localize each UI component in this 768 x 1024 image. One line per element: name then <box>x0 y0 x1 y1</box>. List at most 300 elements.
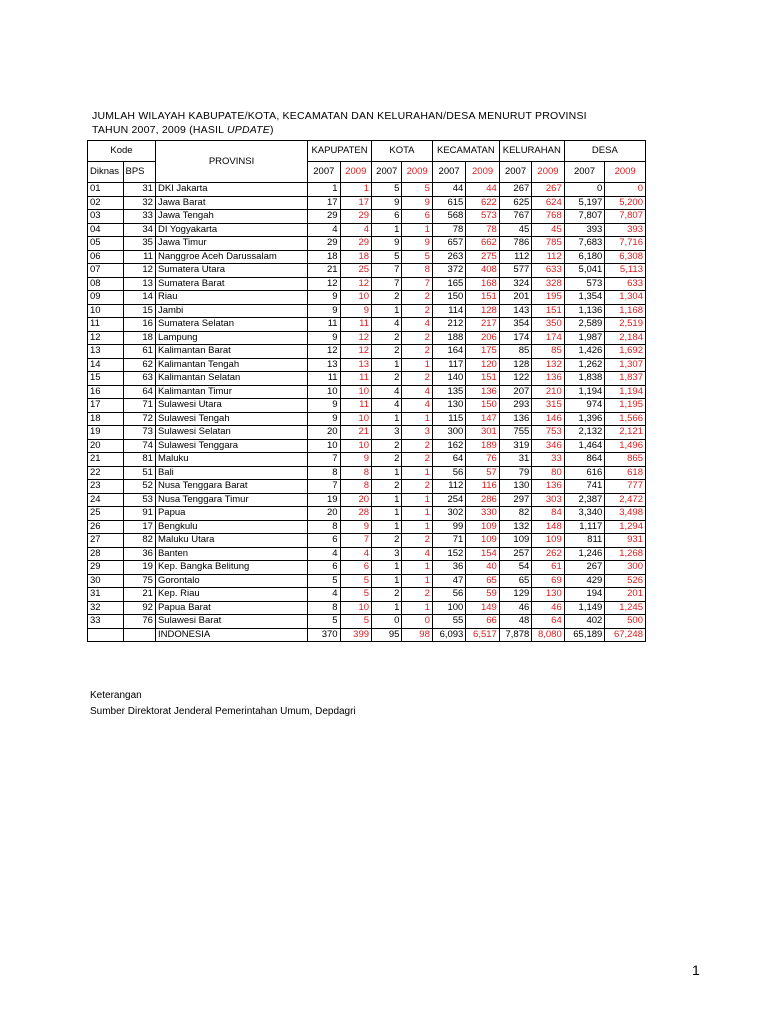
cell-kota-2009: 7 <box>402 277 432 291</box>
cell-diknas: 02 <box>88 196 124 210</box>
cell-desa-2007: 864 <box>564 453 605 467</box>
cell-kota-2007: 2 <box>372 291 402 305</box>
cell-desa-2009: 7,716 <box>605 237 646 251</box>
table-row <box>88 372 646 386</box>
header-kel-2009: 2009 <box>532 162 564 183</box>
cell-provinsi: Kalimantan Tengah <box>155 358 307 372</box>
cell-kab-2007: 370 <box>308 628 340 642</box>
cell-provinsi: Papua Barat <box>155 601 307 615</box>
cell-kota-2009: 2 <box>402 588 432 602</box>
cell-diknas: 20 <box>88 439 124 453</box>
cell-diknas: 03 <box>88 210 124 224</box>
cell-kota-2009: 1 <box>402 507 432 521</box>
cell-kab-2009: 12 <box>340 331 371 345</box>
cell-kel-2009: 315 <box>532 399 564 413</box>
cell-kel-2009: 262 <box>532 547 564 561</box>
header-kode: Kode <box>88 141 156 162</box>
cell-diknas: 11 <box>88 318 124 332</box>
cell-kab-2007: 29 <box>308 210 340 224</box>
cell-desa-2007: 0 <box>564 183 605 197</box>
cell-kel-2009: 69 <box>532 574 564 588</box>
cell-kab-2009: 9 <box>340 520 371 534</box>
cell-kec-2009: 175 <box>466 345 499 359</box>
cell-kel-2007: 755 <box>499 426 531 440</box>
cell-kota-2007: 5 <box>372 183 402 197</box>
cell-kab-2009: 29 <box>340 237 371 251</box>
cell-kec-2007: 302 <box>432 507 465 521</box>
cell-kota-2009: 8 <box>402 264 432 278</box>
cell-kec-2009: 573 <box>466 210 499 224</box>
cell-desa-2009: 633 <box>605 277 646 291</box>
cell-kec-2007: 152 <box>432 547 465 561</box>
table-row <box>88 507 646 521</box>
cell-bps: 51 <box>123 466 155 480</box>
cell-kec-2009: 217 <box>466 318 499 332</box>
table-row <box>88 210 646 224</box>
cell-kab-2009: 7 <box>340 534 371 548</box>
cell-bps: 32 <box>123 196 155 210</box>
cell-kab-2009: 5 <box>340 615 371 629</box>
cell-diknas: 22 <box>88 466 124 480</box>
cell-desa-2007: 65,189 <box>564 628 605 642</box>
cell-kel-2007: 297 <box>499 493 531 507</box>
cell-kab-2007: 17 <box>308 196 340 210</box>
cell-kota-2009: 2 <box>402 534 432 548</box>
cell-kab-2007: 11 <box>308 318 340 332</box>
table-row <box>88 358 646 372</box>
cell-kab-2009: 1 <box>340 183 371 197</box>
cell-kota-2009: 1 <box>402 601 432 615</box>
cell-desa-2009: 2,519 <box>605 318 646 332</box>
cell-kec-2007: 140 <box>432 372 465 386</box>
cell-bps: 52 <box>123 480 155 494</box>
cell-kota-2007: 2 <box>372 453 402 467</box>
cell-kec-2007: 55 <box>432 615 465 629</box>
cell-desa-2007: 2,387 <box>564 493 605 507</box>
cell-kota-2009: 1 <box>402 358 432 372</box>
cell-kota-2007: 2 <box>372 480 402 494</box>
table-row <box>88 588 646 602</box>
cell-desa-2007: 741 <box>564 480 605 494</box>
cell-bps: 81 <box>123 453 155 467</box>
cell-kota-2009: 9 <box>402 237 432 251</box>
cell-diknas: 06 <box>88 250 124 264</box>
cell-kab-2007: 20 <box>308 426 340 440</box>
cell-desa-2009: 1,194 <box>605 385 646 399</box>
cell-desa-2009: 2,121 <box>605 426 646 440</box>
cell-kec-2009: 78 <box>466 223 499 237</box>
cell-provinsi: Papua <box>155 507 307 521</box>
cell-kel-2007: 82 <box>499 507 531 521</box>
header-kota-2007: 2007 <box>372 162 402 183</box>
cell-provinsi: DI Yogyakarta <box>155 223 307 237</box>
cell-desa-2007: 1,117 <box>564 520 605 534</box>
cell-kel-2009: 148 <box>532 520 564 534</box>
cell-kota-2007: 2 <box>372 345 402 359</box>
cell-provinsi: Nusa Tenggara Timur <box>155 493 307 507</box>
cell-kota-2007: 95 <box>372 628 402 642</box>
cell-kec-2007: 36 <box>432 561 465 575</box>
cell-provinsi: Sulawesi Barat <box>155 615 307 629</box>
cell-kota-2007: 2 <box>372 588 402 602</box>
cell-provinsi: Jambi <box>155 304 307 318</box>
cell-bps: 12 <box>123 264 155 278</box>
cell-provinsi: Sumatera Utara <box>155 264 307 278</box>
cell-kel-2007: 324 <box>499 277 531 291</box>
cell-desa-2009: 6,308 <box>605 250 646 264</box>
cell-kota-2007: 3 <box>372 426 402 440</box>
cell-kab-2007: 7 <box>308 453 340 467</box>
cell-desa-2007: 1,426 <box>564 345 605 359</box>
cell-kel-2009: 151 <box>532 304 564 318</box>
cell-kota-2007: 1 <box>372 601 402 615</box>
table-row <box>88 480 646 494</box>
cell-bps: 82 <box>123 534 155 548</box>
cell-kab-2007: 4 <box>308 588 340 602</box>
header-row-1 <box>88 141 646 162</box>
table-row <box>88 331 646 345</box>
cell-desa-2007: 1,987 <box>564 331 605 345</box>
cell-kab-2009: 10 <box>340 439 371 453</box>
region-count-table <box>87 140 646 642</box>
cell-bps: 53 <box>123 493 155 507</box>
cell-kota-2009: 2 <box>402 304 432 318</box>
cell-diknas: 08 <box>88 277 124 291</box>
cell-kab-2007: 9 <box>308 331 340 345</box>
cell-kel-2009: 768 <box>532 210 564 224</box>
cell-kab-2009: 5 <box>340 588 371 602</box>
cell-desa-2007: 5,197 <box>564 196 605 210</box>
cell-kec-2007: 263 <box>432 250 465 264</box>
cell-bps: 13 <box>123 277 155 291</box>
cell-provinsi: Sumatera Barat <box>155 277 307 291</box>
cell-diknas: 24 <box>88 493 124 507</box>
cell-kel-2007: 54 <box>499 561 531 575</box>
cell-kec-2007: 78 <box>432 223 465 237</box>
cell-kel-2009: 64 <box>532 615 564 629</box>
table-row <box>88 615 646 629</box>
cell-kec-2009: 275 <box>466 250 499 264</box>
cell-kota-2009: 4 <box>402 547 432 561</box>
table-row <box>88 318 646 332</box>
cell-kab-2009: 29 <box>340 210 371 224</box>
cell-diknas: 21 <box>88 453 124 467</box>
header-kab-2009: 2009 <box>340 162 371 183</box>
subtitle-suffix: ) <box>269 124 274 136</box>
cell-provinsi: Bali <box>155 466 307 480</box>
cell-kab-2009: 5 <box>340 574 371 588</box>
cell-kab-2007: 9 <box>308 304 340 318</box>
header-kel-2007: 2007 <box>499 162 531 183</box>
cell-kota-2009: 2 <box>402 331 432 345</box>
cell-desa-2007: 1,396 <box>564 412 605 426</box>
cell-kec-2009: 109 <box>466 534 499 548</box>
cell-bps: 74 <box>123 439 155 453</box>
table-row <box>88 223 646 237</box>
cell-kel-2007: 767 <box>499 210 531 224</box>
cell-desa-2009: 201 <box>605 588 646 602</box>
cell-kec-2007: 112 <box>432 480 465 494</box>
cell-kec-2009: 189 <box>466 439 499 453</box>
cell-kel-2007: 293 <box>499 399 531 413</box>
cell-kec-2007: 372 <box>432 264 465 278</box>
cell-kab-2009: 12 <box>340 345 371 359</box>
cell-kota-2007: 1 <box>372 304 402 318</box>
cell-bps: 76 <box>123 615 155 629</box>
total-row <box>88 628 646 642</box>
header-desa: DESA <box>564 141 645 162</box>
cell-kec-2009: 330 <box>466 507 499 521</box>
table-body <box>88 183 646 642</box>
cell-kec-2007: 115 <box>432 412 465 426</box>
cell-provinsi: Kalimantan Timur <box>155 385 307 399</box>
header-kab-2007: 2007 <box>308 162 340 183</box>
cell-kel-2009: 109 <box>532 534 564 548</box>
cell-kab-2009: 10 <box>340 412 371 426</box>
cell-provinsi: Lampung <box>155 331 307 345</box>
header-kecamatan: KECAMATAN <box>432 141 499 162</box>
cell-diknas: 19 <box>88 426 124 440</box>
cell-provinsi: Riau <box>155 291 307 305</box>
cell-provinsi: Sumatera Selatan <box>155 318 307 332</box>
cell-desa-2009: 526 <box>605 574 646 588</box>
table-row <box>88 426 646 440</box>
cell-kel-2009: 112 <box>532 250 564 264</box>
cell-desa-2007: 7,683 <box>564 237 605 251</box>
cell-kota-2009: 1 <box>402 493 432 507</box>
cell-bps: 75 <box>123 574 155 588</box>
cell-diknas: 07 <box>88 264 124 278</box>
cell-provinsi: Jawa Barat <box>155 196 307 210</box>
cell-kel-2007: 136 <box>499 412 531 426</box>
cell-diknas: 09 <box>88 291 124 305</box>
cell-kel-2009: 174 <box>532 331 564 345</box>
cell-kab-2009: 11 <box>340 399 371 413</box>
cell-kota-2007: 4 <box>372 318 402 332</box>
cell-kota-2009: 5 <box>402 183 432 197</box>
source-note: Sumber Direktorat Jenderal Pemerintahan Umum, Depdagri <box>90 706 356 717</box>
header-bps: BPS <box>123 162 155 183</box>
cell-kel-2009: 61 <box>532 561 564 575</box>
cell-kab-2007: 10 <box>308 385 340 399</box>
cell-kab-2007: 29 <box>308 237 340 251</box>
cell-kec-2007: 47 <box>432 574 465 588</box>
table-row <box>88 345 646 359</box>
cell-kota-2009: 2 <box>402 480 432 494</box>
cell-kab-2007: 9 <box>308 412 340 426</box>
cell-kel-2009: 350 <box>532 318 564 332</box>
cell-kel-2009: 267 <box>532 183 564 197</box>
cell-kota-2009: 5 <box>402 250 432 264</box>
cell-desa-2007: 1,838 <box>564 372 605 386</box>
cell-kec-2007: 150 <box>432 291 465 305</box>
cell-provinsi: Banten <box>155 547 307 561</box>
cell-desa-2007: 3,340 <box>564 507 605 521</box>
cell-bps: 91 <box>123 507 155 521</box>
cell-desa-2007: 6,180 <box>564 250 605 264</box>
cell-kel-2009: 8,080 <box>532 628 564 642</box>
cell-bps: 71 <box>123 399 155 413</box>
cell-provinsi: Kep. Bangka Belitung <box>155 561 307 575</box>
header-kec-2007: 2007 <box>432 162 465 183</box>
cell-desa-2007: 573 <box>564 277 605 291</box>
cell-kel-2009: 136 <box>532 372 564 386</box>
table-row <box>88 412 646 426</box>
cell-kota-2007: 7 <box>372 264 402 278</box>
cell-bps: 16 <box>123 318 155 332</box>
cell-desa-2007: 194 <box>564 588 605 602</box>
cell-kec-2007: 56 <box>432 466 465 480</box>
cell-kota-2007: 9 <box>372 196 402 210</box>
cell-kec-2009: 662 <box>466 237 499 251</box>
cell-kec-2009: 66 <box>466 615 499 629</box>
cell-desa-2009: 1,268 <box>605 547 646 561</box>
cell-diknas: 01 <box>88 183 124 197</box>
cell-desa-2007: 1,464 <box>564 439 605 453</box>
cell-kel-2007: 129 <box>499 588 531 602</box>
cell-diknas: 10 <box>88 304 124 318</box>
cell-kec-2009: 57 <box>466 466 499 480</box>
cell-kel-2009: 85 <box>532 345 564 359</box>
cell-kab-2007: 12 <box>308 277 340 291</box>
cell-kec-2007: 130 <box>432 399 465 413</box>
cell-kec-2009: 128 <box>466 304 499 318</box>
cell-kab-2009: 17 <box>340 196 371 210</box>
cell-kab-2007: 1 <box>308 183 340 197</box>
cell-kec-2007: 114 <box>432 304 465 318</box>
cell-kab-2009: 20 <box>340 493 371 507</box>
cell-desa-2007: 267 <box>564 561 605 575</box>
cell-desa-2009: 1,245 <box>605 601 646 615</box>
cell-diknas: 16 <box>88 385 124 399</box>
cell-kota-2007: 4 <box>372 399 402 413</box>
cell-diknas: 04 <box>88 223 124 237</box>
cell-bps: 19 <box>123 561 155 575</box>
cell-desa-2009: 5,200 <box>605 196 646 210</box>
cell-desa-2009: 1,304 <box>605 291 646 305</box>
table-row <box>88 304 646 318</box>
cell-bps: 15 <box>123 304 155 318</box>
cell-kab-2009: 4 <box>340 223 371 237</box>
cell-kec-2009: 109 <box>466 520 499 534</box>
cell-kota-2009: 1 <box>402 574 432 588</box>
cell-kab-2009: 13 <box>340 358 371 372</box>
cell-kota-2009: 1 <box>402 561 432 575</box>
cell-kec-2009: 206 <box>466 331 499 345</box>
cell-kec-2007: 56 <box>432 588 465 602</box>
cell-provinsi: Kep. Riau <box>155 588 307 602</box>
cell-diknas: 30 <box>88 574 124 588</box>
cell-provinsi: Gorontalo <box>155 574 307 588</box>
cell-kel-2009: 633 <box>532 264 564 278</box>
cell-desa-2009: 2,184 <box>605 331 646 345</box>
cell-kab-2009: 10 <box>340 385 371 399</box>
cell-kab-2007: 8 <box>308 466 340 480</box>
cell-desa-2007: 393 <box>564 223 605 237</box>
cell-kota-2007: 1 <box>372 561 402 575</box>
table-row <box>88 547 646 561</box>
cell-bps: 62 <box>123 358 155 372</box>
cell-kota-2007: 3 <box>372 547 402 561</box>
table-row <box>88 183 646 197</box>
cell-kel-2009: 45 <box>532 223 564 237</box>
subtitle-prefix: TAHUN 2007, 2009 (HASIL <box>92 124 227 136</box>
header-diknas: Diknas <box>88 162 124 183</box>
cell-bps: 72 <box>123 412 155 426</box>
cell-kab-2009: 28 <box>340 507 371 521</box>
cell-diknas <box>88 628 124 642</box>
cell-bps: 34 <box>123 223 155 237</box>
cell-kec-2009: 168 <box>466 277 499 291</box>
cell-kab-2007: 7 <box>308 480 340 494</box>
cell-provinsi: Nusa Tenggara Barat <box>155 480 307 494</box>
cell-kota-2007: 1 <box>372 507 402 521</box>
table-row <box>88 466 646 480</box>
cell-kota-2009: 1 <box>402 223 432 237</box>
cell-desa-2009: 2,472 <box>605 493 646 507</box>
cell-bps: 63 <box>123 372 155 386</box>
cell-desa-2007: 1,149 <box>564 601 605 615</box>
cell-kel-2007: 122 <box>499 372 531 386</box>
cell-desa-2009: 67,248 <box>605 628 646 642</box>
cell-bps: 64 <box>123 385 155 399</box>
cell-desa-2009: 618 <box>605 466 646 480</box>
cell-kec-2007: 44 <box>432 183 465 197</box>
cell-kab-2007: 9 <box>308 291 340 305</box>
cell-provinsi: Jawa Tengah <box>155 210 307 224</box>
cell-kab-2009: 6 <box>340 561 371 575</box>
cell-kel-2007: 7,878 <box>499 628 531 642</box>
cell-kec-2009: 147 <box>466 412 499 426</box>
cell-bps: 21 <box>123 588 155 602</box>
cell-desa-2007: 1,262 <box>564 358 605 372</box>
cell-kota-2009: 98 <box>402 628 432 642</box>
table-row <box>88 196 646 210</box>
cell-kel-2007: 625 <box>499 196 531 210</box>
cell-kel-2007: 267 <box>499 183 531 197</box>
cell-kab-2009: 399 <box>340 628 371 642</box>
cell-kab-2007: 6 <box>308 534 340 548</box>
cell-diknas: 29 <box>88 561 124 575</box>
cell-kel-2009: 346 <box>532 439 564 453</box>
header-desa-2007: 2007 <box>564 162 605 183</box>
cell-kel-2009: 146 <box>532 412 564 426</box>
cell-kec-2007: 71 <box>432 534 465 548</box>
cell-kota-2009: 1 <box>402 520 432 534</box>
cell-desa-2009: 1,566 <box>605 412 646 426</box>
table-row <box>88 561 646 575</box>
cell-kab-2007: 21 <box>308 264 340 278</box>
cell-kab-2007: 18 <box>308 250 340 264</box>
cell-kec-2007: 188 <box>432 331 465 345</box>
cell-desa-2009: 931 <box>605 534 646 548</box>
cell-bps: 17 <box>123 520 155 534</box>
cell-kab-2009: 9 <box>340 453 371 467</box>
cell-kab-2009: 10 <box>340 601 371 615</box>
cell-diknas: 14 <box>88 358 124 372</box>
cell-provinsi: Sulawesi Tenggara <box>155 439 307 453</box>
cell-kel-2007: 354 <box>499 318 531 332</box>
cell-bps <box>123 628 155 642</box>
table-row <box>88 237 646 251</box>
cell-kel-2007: 174 <box>499 331 531 345</box>
cell-desa-2009: 1,692 <box>605 345 646 359</box>
table-title: JUMLAH WILAYAH KABUPATE/KOTA, KECAMATAN DAN KELURAHAN/DESA MENURUT PROVINSI <box>92 110 587 122</box>
cell-kec-2009: 136 <box>466 385 499 399</box>
cell-diknas: 25 <box>88 507 124 521</box>
cell-kab-2007: 13 <box>308 358 340 372</box>
table-row <box>88 385 646 399</box>
